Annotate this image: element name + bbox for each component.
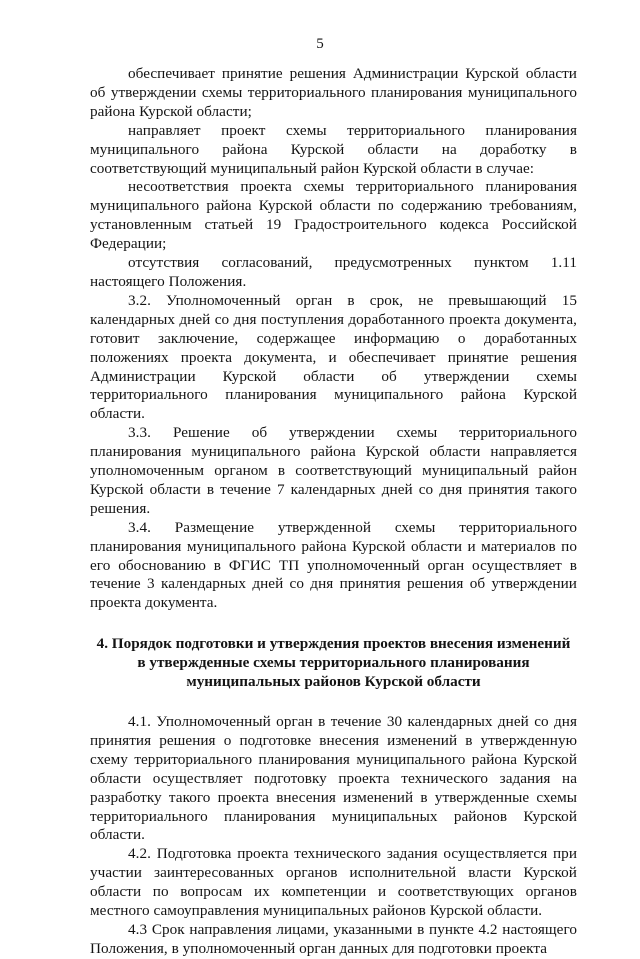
paragraph-3-4: 3.4. Размещение утвержденной схемы территориального планирования муниципального района Курской области и материалов по его обоснованию в ФГИС ТП уполномоченный орган осуществляет в течение 3 календарных дней со дня принятия решения об утверждении проекта документа. [90, 518, 577, 612]
paragraph: отсутствия согласований, предусмотренных пунктом 1.11 настоящего Положения. [90, 254, 577, 290]
paragraph-4-1: 4.1. Уполномоченный орган в течение 30 календарных дней со дня принятия решения о подготовке внесения изменений в утвержденную схему территориального планирования муниципального района Курской области осуществляет подготовку проекта технического задания на разработку такого проекта внесения изменений в утвержденные схемы территориального планирования муниципальных районов Курской области. [90, 713, 577, 844]
paragraph-4-2: 4.2. Подготовка проекта технического задания осуществляется при участии заинтересованных органов исполнительной власти Курской области по вопросам их компетенции и соответствующих органов местного самоуправления муниципальных районов Курской области. [90, 845, 577, 920]
paragraph: обеспечивает принятие решения Администрации Курской области об утверждении схемы территориального планирования муниципального района Курской области; [90, 65, 577, 120]
document-body [90, 65, 577, 959]
paragraph: направляет проект схемы территориального планирования муниципального района Курской области на доработку в соответствующий муниципальный район Курской области в случае: [90, 121, 577, 177]
section-4-heading-line: муниципальных районов Курской области [186, 673, 481, 691]
section-4-heading-line: 4. Порядок подготовки и утверждения проектов внесения изменений [96, 635, 571, 653]
paragraph-4-3: 4.3 Срок направления лицами, указанными в пункте 4.2 настоящего Положения, в уполномоченный орган данных для подготовки проекта [90, 920, 577, 957]
paragraph-3-2: 3.2. Уполномоченный орган в срок, не превышающий 15 календарных дней со дня поступления доработанного проекта документа, готовит заключение, содержащее информацию о доработанных положениях проекта документа, и обеспечивает принятие решения Администрации Курской области об утверждении схемы территориального планирования муниципального района Курской области. [90, 291, 577, 423]
section-4-heading-line: в утвержденные схемы территориального планирования [137, 654, 530, 672]
section-4-heading [90, 635, 577, 692]
paragraph: несоответствия проекта схемы территориального планирования муниципального района Курской области по содержанию требованиям, установленным статьей 19 Градостроительного кодекса Российской Федерации; [90, 178, 577, 253]
paragraph-3-3: 3.3. Решение об утверждении схемы территориального планирования муниципального района Курской области направляется уполномоченным органом в соответствующий муниципальный район Курской области в течение 7 календарных дней со дня принятия такого решения. [90, 424, 577, 517]
page-number: 5 [316, 36, 324, 52]
